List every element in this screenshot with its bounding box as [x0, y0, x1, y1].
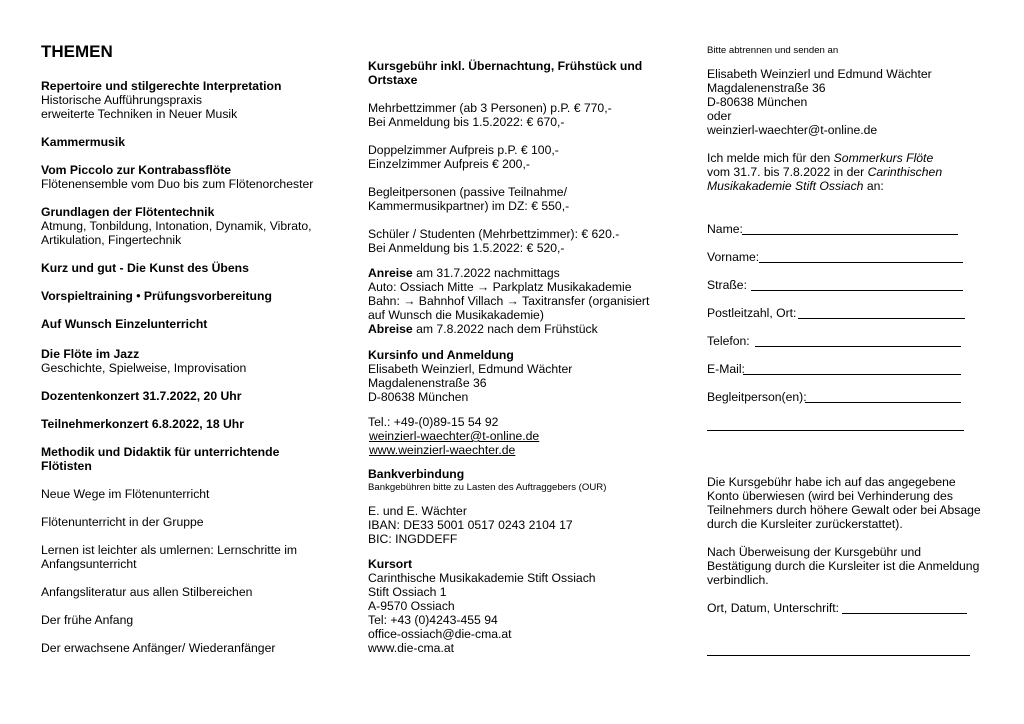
confirmation-text: verbindlich.	[707, 573, 769, 587]
payment-text: Konto überwiesen (wird bei Verhinderung des	[707, 489, 953, 503]
form-address-line: Magdalenenstraße 36	[707, 81, 826, 95]
confirmation-text: Bestätigung durch die Kursleiter ist die Anmeldung	[707, 559, 980, 573]
topic-methodik-title: Flötisten	[41, 459, 92, 473]
topic-grundlagen-line: Atmung, Tonbildung, Intonation, Dynamik, Vibrato,	[41, 219, 312, 233]
anreise-auto: Auto: Ossiach Mitte → Parkplatz Musikakademie	[368, 280, 632, 294]
anreise-bahn: Bahn: → Bahnhof Villach → Taxitransfer (organisiert	[368, 294, 650, 308]
kursort-title: Kursort	[368, 557, 413, 571]
fee-line: Einzelzimmer Aufpreis € 200,-	[368, 157, 530, 171]
fee-line: Begleitpersonen (passive Teilnahme/	[368, 185, 567, 199]
bank-note: Bankgebühren bitte zu Lasten des Auftraggebers (OUR)	[368, 482, 607, 493]
registration-venue: Carinthischen	[867, 165, 943, 179]
methodik-item: Der erwachsene Anfänger/ Wiederanfänger	[41, 641, 276, 655]
topic-repertoire-line: Historische Aufführungspraxis	[41, 93, 203, 107]
anreise-text: am 31.7.2022 nachmittags	[412, 266, 560, 280]
fee-line: Bei Anmeldung bis 1.5.2022: € 670,-	[368, 115, 565, 129]
topic-jazz-title: Die Flöte im Jazz	[41, 347, 140, 361]
signature-label: Ort, Datum, Unterschrift:	[707, 601, 840, 615]
field-plz-label: Postleitzahl, Ort:	[707, 306, 797, 320]
field-name-input[interactable]	[742, 234, 958, 235]
anreise-bahn: auf Wunsch die Musikakademie)	[368, 308, 544, 322]
fee-line: Bei Anmeldung bis 1.5.2022: € 520,-	[368, 241, 565, 255]
registration-text	[707, 151, 933, 165]
methodik-item: Neue Wege im Flötenunterricht	[41, 487, 210, 501]
field-strasse-label: Straße:	[707, 278, 747, 292]
field-name-label: Name:	[707, 222, 743, 236]
topic-methodik-title: Methodik und Didaktik für unterrichtende	[41, 445, 280, 459]
registration-venue: Musikakademie Stift Ossiach	[707, 179, 864, 193]
methodik-item: Der frühe Anfang	[41, 613, 134, 627]
field-telefon-input[interactable]	[755, 346, 961, 347]
field-plz-input[interactable]	[798, 318, 965, 319]
abreise-label: Abreise	[368, 322, 413, 336]
field-begleit-input-extra[interactable]	[707, 430, 964, 431]
field-vorname-label: Vorname:	[707, 250, 760, 264]
topic-jazz-line: Geschichte, Spielweise, Improvisation	[41, 361, 247, 375]
teilnehmerkonzert: Teilnehmerkonzert 6.8.2022, 18 Uhr	[41, 417, 244, 431]
dozentenkonzert: Dozentenkonzert 31.7.2022, 20 Uhr	[41, 389, 242, 403]
form-address-line: oder	[707, 109, 732, 123]
kursort-line: www.die-cma.at	[368, 641, 455, 655]
registration-text	[707, 179, 884, 193]
topic-grundlagen-title: Grundlagen der Flötentechnik	[41, 205, 215, 219]
themes-title: THEMEN	[41, 42, 113, 61]
field-vorname-input[interactable]	[759, 262, 963, 263]
payment-text: Teilnehmers durch höhere Gewalt oder bei Absage	[707, 503, 981, 517]
field-email-input[interactable]	[743, 374, 961, 375]
field-strasse-input[interactable]	[751, 290, 963, 291]
kursinfo-line: Magdalenenstraße 36	[368, 376, 487, 390]
methodik-item: Anfangsliteratur aus allen Stilbereichen	[41, 585, 253, 599]
field-begleit-label: Begleitperson(en):	[707, 390, 807, 404]
form-address-line: D-80638 München	[707, 95, 808, 109]
anreise-line	[368, 266, 560, 280]
registration-text-part: an:	[863, 179, 884, 193]
abreise-line	[368, 322, 598, 336]
kursort-line: Carinthische Musikakademie Stift Ossiach	[368, 571, 596, 585]
fee-title: Ortstaxe	[368, 73, 418, 87]
kursinfo-line: D-80638 München	[368, 390, 469, 404]
topic-ueben: Kurz und gut - Die Kunst des Übens	[41, 261, 249, 275]
kursort-line: Stift Ossiach 1	[368, 585, 447, 599]
field-telefon-label: Telefon:	[707, 334, 750, 348]
methodik-item: Lernen ist leichter als umlernen: Lernschritte im	[41, 543, 298, 557]
kursinfo-title: Kursinfo und Anmeldung	[368, 348, 514, 362]
fee-line: Doppelzimmer Aufpreis p.P. € 100,-	[368, 143, 559, 157]
form-address-line: Elisabeth Weinzierl und Edmund Wächter	[707, 67, 932, 81]
topic-vorspiel: Vorspieltraining • Prüfungsvorbereitung	[41, 289, 272, 303]
registration-text-part: vom 31.7. bis 7.8.2022 in der	[707, 165, 868, 179]
registration-text	[707, 165, 942, 179]
topic-piccolo-line: Flötenensemble vom Duo bis zum Flötenorchester	[41, 177, 314, 191]
kursinfo-web-link[interactable]: www.weinzierl-waechter.de	[369, 443, 516, 457]
anreise-label: Anreise	[368, 266, 413, 280]
methodik-item: Flötenunterricht in der Gruppe	[41, 515, 204, 529]
fee-line: Schüler / Studenten (Mehrbettzimmer): € 620.-	[368, 227, 620, 241]
registration-course-name: Sommerkurs Flöte	[833, 151, 934, 165]
registration-text-part: Ich melde mich für den	[707, 151, 834, 165]
bank-line: IBAN: DE33 5001 0517 0243 2104 17	[368, 518, 573, 532]
bank-line: E. und E. Wächter	[368, 504, 467, 518]
kursort-line: office-ossiach@die-cma.at	[368, 627, 512, 641]
kursinfo-email-link[interactable]: weinzierl-waechter@t-online.de	[369, 429, 540, 443]
field-begleit-input[interactable]	[805, 402, 961, 403]
payment-text: Die Kursgebühr habe ich auf das angegebene	[707, 475, 956, 489]
topic-kammermusik: Kammermusik	[41, 135, 125, 149]
bank-title: Bankverbindung	[368, 467, 465, 481]
fee-title: Kursgebühr inkl. Übernachtung, Frühstück und	[368, 59, 643, 73]
payment-text: durch die Kursleiter zurückerstattet).	[707, 517, 903, 531]
kursort-line: Tel: +43 (0)4243-455 94	[368, 613, 498, 627]
signature-input[interactable]	[842, 613, 967, 614]
abreise-text: am 7.8.2022 nach dem Frühstück	[412, 322, 598, 336]
confirmation-text: Nach Überweisung der Kursgebühr und	[707, 545, 922, 559]
kursinfo-line: Elisabeth Weinzierl, Edmund Wächter	[368, 362, 573, 376]
methodik-item: Anfangsunterricht	[41, 557, 137, 571]
field-email-label: E-Mail:	[707, 362, 745, 376]
bank-line: BIC: INGDDEFF	[368, 532, 458, 546]
kursinfo-tel: Tel.: +49-(0)89-15 54 92	[368, 415, 499, 429]
topic-piccolo-title: Vom Piccolo zur Kontrabassflöte	[41, 163, 232, 177]
topic-einzelunterricht: Auf Wunsch Einzelunterricht	[41, 317, 208, 331]
form-note: Bitte abtrennen und senden an	[707, 45, 839, 56]
fee-line: Kammermusikpartner) im DZ: € 550,-	[368, 199, 570, 213]
topic-grundlagen-line: Artikulation, Fingertechnik	[41, 233, 182, 247]
topic-repertoire-title: Repertoire und stilgerechte Interpretation	[41, 79, 282, 93]
fee-line: Mehrbettzimmer (ab 3 Personen) p.P. € 770,-	[368, 101, 612, 115]
signature-line[interactable]	[707, 655, 970, 656]
form-address-email: weinzierl-waechter@t-online.de	[707, 123, 878, 137]
topic-repertoire-line: erweiterte Techniken in Neuer Musik	[41, 107, 238, 121]
kursort-line: A-9570 Ossiach	[368, 599, 455, 613]
